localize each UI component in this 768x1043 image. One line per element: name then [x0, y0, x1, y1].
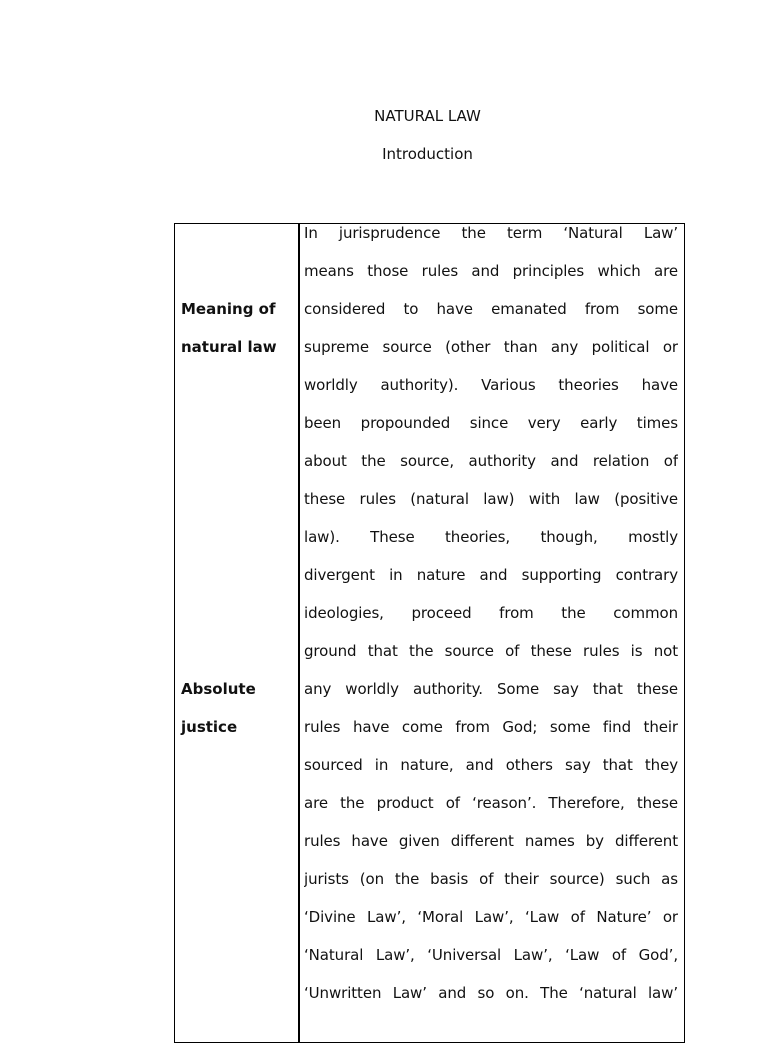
paragraph-line: divergent in nature and supporting contrary	[304, 566, 678, 584]
paragraph-line: these rules (natural law) with law (positive	[304, 490, 678, 508]
paragraph-line: ideologies, proceed from the common	[304, 604, 678, 622]
side-label-line: natural law	[181, 338, 277, 356]
column-divider	[298, 224, 300, 1042]
paragraph-line: supreme source (other than any political or	[304, 338, 678, 356]
side-label-absolute-justice	[181, 670, 293, 746]
paragraph-line: been propounded since very early times	[304, 414, 678, 432]
paragraph-line: about the source, authority and relation of	[304, 452, 678, 470]
content-table	[174, 223, 685, 1043]
paragraph-line: any worldly authority. Some say that these	[304, 680, 678, 698]
side-label-line: Meaning of	[181, 300, 276, 318]
paragraph-line: ‘Natural Law’, ‘Universal Law’, ‘Law of God’,	[304, 946, 678, 964]
side-label-meaning	[181, 290, 293, 366]
paragraph-line: rules have come from God; some find their	[304, 718, 678, 736]
paragraph-line: In jurisprudence the term ‘Natural Law’	[304, 224, 678, 242]
paragraph-line: worldly authority). Various theories have	[304, 376, 678, 394]
paragraph-line: are the product of ‘reason’. Therefore, these	[304, 794, 678, 812]
paragraph-line: means those rules and principles which are	[304, 262, 678, 280]
paragraph-line: sourced in nature, and others say that they	[304, 756, 678, 774]
document-title: NATURAL LAW	[374, 107, 481, 125]
paragraph-line: ground that the source of these rules is not	[304, 642, 678, 660]
paragraph-line: jurists (on the basis of their source) such as	[304, 870, 678, 888]
side-label-line: Absolute	[181, 680, 256, 698]
paragraph-line: ‘Divine Law’, ‘Moral Law’, ‘Law of Nature’ or	[304, 908, 678, 926]
section-heading: Introduction	[382, 145, 473, 163]
side-label-line: justice	[181, 718, 238, 736]
paragraph-line: law). These theories, though, mostly	[304, 528, 678, 546]
paragraph-line: rules have given different names by different	[304, 832, 678, 850]
body-paragraph	[304, 214, 678, 1012]
paragraph-line: ‘Unwritten Law’ and so on. The ‘natural law’	[304, 984, 678, 1002]
paragraph-line: considered to have emanated from some	[304, 300, 678, 318]
